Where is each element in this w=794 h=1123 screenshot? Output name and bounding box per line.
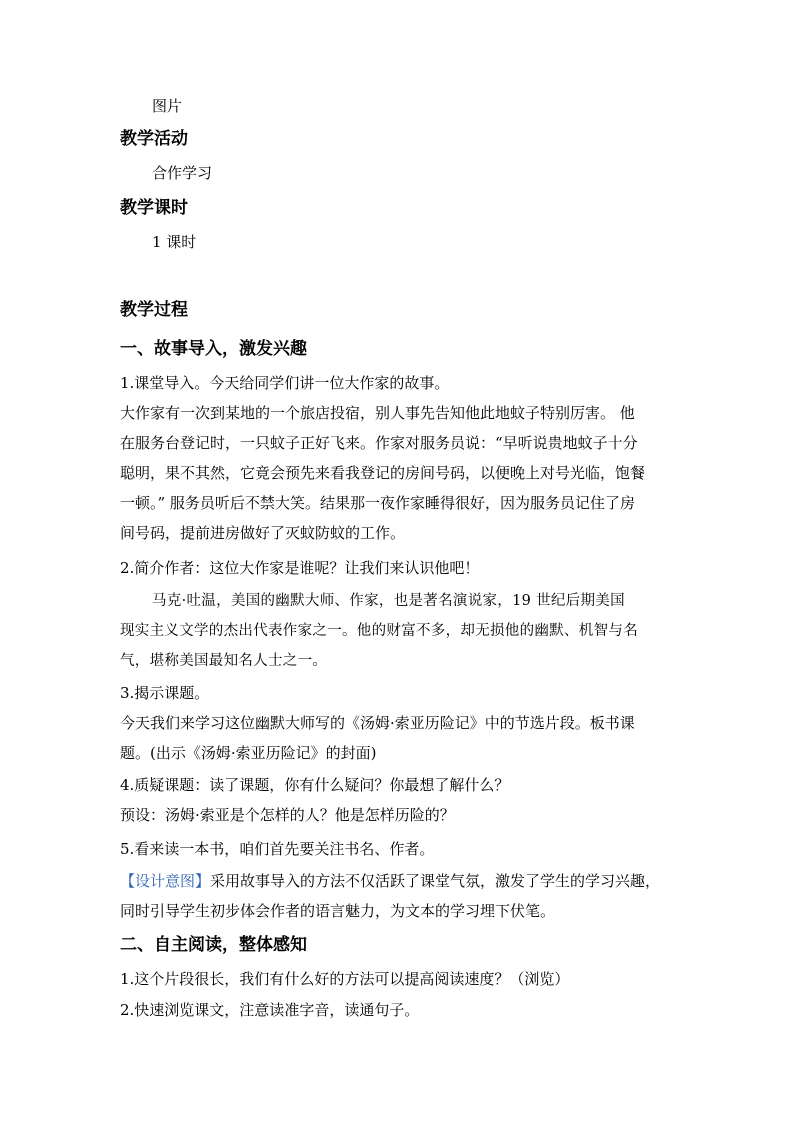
part1-item5: 5.看来读一本书，咱们首先要关注书名、作者。 [120, 840, 435, 858]
preset-answer: 预设：汤姆·索亚是个怎样的人？他是怎样历险的？ [120, 806, 455, 824]
story-line: 在服务台登记时，一只蚊子正好飞来。作家对服务员说：“早听说贵地蚊子十分 [120, 434, 638, 452]
teaching-period-heading: 教学课时 [120, 198, 188, 218]
teaching-resources-value: 图片 [152, 97, 183, 115]
design-intent-line: 同时引导学生初步体会作者的语言魅力，为文本的学习埋下伏笔。 [120, 902, 556, 920]
part2-item2: 2.快速浏览课文，注意读准字音，读通句子。 [120, 1001, 420, 1019]
story-line: 一顿。” 服务员听后不禁大笑。结果那一夜作家睡得很好，因为服务员记住了房 [120, 494, 635, 512]
author-intro-line: 马克·吐温，美国的幽默大师、作家，也是著名演说家，19 世纪后期美国 [152, 593, 625, 609]
part1-item4: 4.质疑课题：读了课题，你有什么疑问？你最想了解什么？ [120, 776, 510, 794]
topic-line: 题。(出示《汤姆·索亚历险记》的封面) [120, 744, 377, 762]
story-line: 间号码，提前进房做好了灭蚊防蚊的工作。 [120, 524, 406, 542]
story-line: 聪明，果不其然，它竟会预先来看我登记的房间号码，以便晚上对号光临，饱餐 [120, 464, 646, 482]
author-intro-line: 气，堪称美国最知名人士之一。 [120, 653, 328, 669]
topic-line: 今天我们来学习这位幽默大师写的《汤姆·索亚历险记》中的节选片段。板书课 [120, 714, 635, 732]
part1-item2: 2.简介作者：这位大作家是谁呢？让我们来认识他吧！ [120, 559, 480, 577]
part2-heading: 二、自主阅读，整体感知 [120, 935, 307, 955]
design-intent-text: 采用故事导入的方法不仅活跃了课堂气氛，激发了学生的学习兴趣， [210, 872, 661, 890]
design-intent-line [120, 871, 660, 891]
teaching-activity-heading: 教学活动 [120, 129, 188, 149]
part1-item1: 1.课堂导入。今天给同学们讲一位大作家的故事。 [120, 374, 450, 392]
teaching-period-value: 1 课时 [152, 233, 197, 251]
story-line: 大作家有一次到某地的一个旅店投宿，别人事先告知他此地蚊子特别厉害。 他 [120, 404, 635, 422]
part2-item1: 1.这个片段很长，我们有什么好的方法可以提高阅读速度？（浏览） [120, 970, 570, 988]
part1-heading: 一、故事导入，激发兴趣 [120, 339, 307, 359]
part1-item3: 3.揭示课题。 [120, 684, 210, 702]
teaching-process-heading: 教学过程 [120, 300, 188, 320]
author-intro-line: 现实主义文学的杰出代表作家之一。他的财富不多，却无损他的幽默、机智与名 [120, 623, 638, 639]
teaching-activity-value: 合作学习 [152, 164, 213, 182]
design-intent-label: 【设计意图】 [120, 872, 211, 890]
